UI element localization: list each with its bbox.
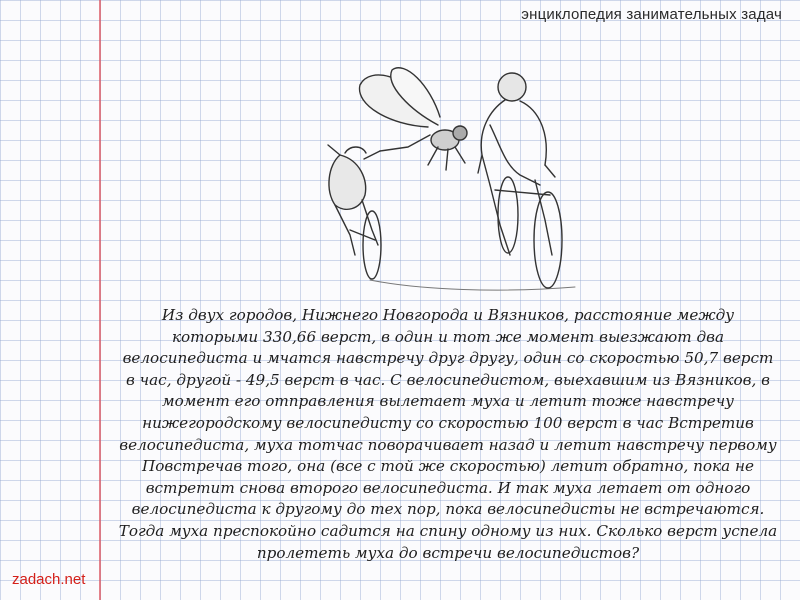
site-link[interactable]: zadach.net — [12, 571, 86, 588]
left-cyclist — [328, 145, 381, 279]
site-title: энциклопедия занимательных задач — [521, 6, 782, 23]
cyclists-and-fly-illustration — [300, 55, 600, 305]
right-cyclist — [478, 73, 562, 288]
problem-text: Из двух городов, Нижнего Новгорода и Вязников, расстояние между которыми 330,66 верст, в один и тот же момент выезжают два велосипедиста и мчатся навстречу друг другу, один со скоростью 50,7 верст в час, другой - 49,5 верст в час. С велосипедистом, выехавшим из Вязников, в момент его отправления вылетает муха и летит тоже навстречу нижегородскому велосипедисту со скоростью 100 верст в час Встретив велосипедиста, муха тотчас поворачивает назад и летит навстречу первому Повстречав того, она (все с той же скоростью) летит обратно, пока не встретит снова второго велосипедиста. И так муха летает от одного велосипедиста к другому до тех пор, пока велосипедисты не встречаются. Тогда муха преспокойно садится на спину одному из них. Сколько верст успела пролететь муха до встречи велосипедистов? — [118, 306, 778, 562]
notebook-margin-line — [99, 0, 101, 600]
fly-drawing — [360, 68, 467, 170]
